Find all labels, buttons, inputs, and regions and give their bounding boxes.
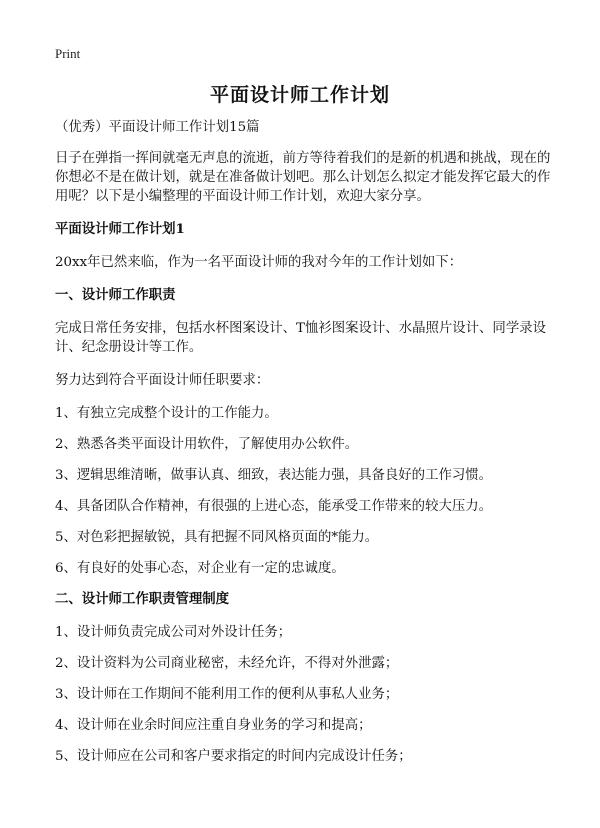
section1-duties: 完成日常任务安排，包括水杯图案设计、T恤衫图案设计、水晶照片设计、同学录设计、纪念册设计等工作。	[55, 321, 546, 355]
list-item: 5、对色彩把握敏锐，具有把握不同风格页面的*能力。	[55, 530, 379, 545]
list-item: 5、设计师应在公司和客户要求指定的时间内完成设计任务；	[55, 749, 412, 764]
list-item: 4、具备团队合作精神，有很强的上进心态，能承受工作带来的较大压力。	[55, 499, 493, 514]
plan1-heading: 平面设计师工作计划1	[55, 221, 185, 237]
requirements-list	[55, 404, 555, 578]
list-item: 1、设计师负责完成公司对外设计任务；	[55, 625, 292, 640]
plan1-opening: 20xx年已然来临，作为一名平面设计师的我对今年的工作计划如下：	[55, 255, 463, 270]
list-item: 2、熟悉各类平面设计用软件，了解使用办公软件。	[55, 437, 359, 452]
rules-list	[55, 623, 555, 766]
list-item: 2、设计资料为公司商业秘密，未经允许，不得对外泄露；	[55, 656, 399, 671]
print-label: Print	[55, 46, 81, 61]
document-subtitle: （优秀）平面设计师工作计划15篇	[55, 120, 260, 135]
document-body	[55, 118, 555, 778]
list-item: 1、有独立完成整个设计的工作能力。	[55, 406, 278, 421]
list-item: 6、有良好的处事心态，对企业有一定的忠诚度。	[55, 561, 345, 576]
section2-heading: 二、设计师工作职责管理制度	[55, 591, 230, 607]
section1-requirements-intro: 努力达到符合平面设计师任职要求：	[55, 373, 270, 388]
document-title: 平面设计师工作计划	[209, 84, 390, 106]
list-item: 3、逻辑思维清晰，做事认真、细致，表达能力强，具备良好的工作习惯。	[55, 468, 493, 483]
intro-paragraph: 日子在弹指一挥间就毫无声息的流逝，前方等待着我们的是新的机遇和挑战，现在的你想必不是在做计划，就是在准备做计划吧。那么计划怎么拟定才能发挥它最大的作用呢？以下是小编整理的平面设计师工作计划，欢迎大家分享。	[55, 151, 551, 204]
list-item: 3、设计师在工作期间不能利用工作的便利从事私人业务；	[55, 687, 399, 702]
list-item: 4、设计师在业余时间应注重自身业务的学习和提高；	[55, 718, 372, 733]
section1-heading: 一、设计师工作职责	[55, 287, 176, 303]
